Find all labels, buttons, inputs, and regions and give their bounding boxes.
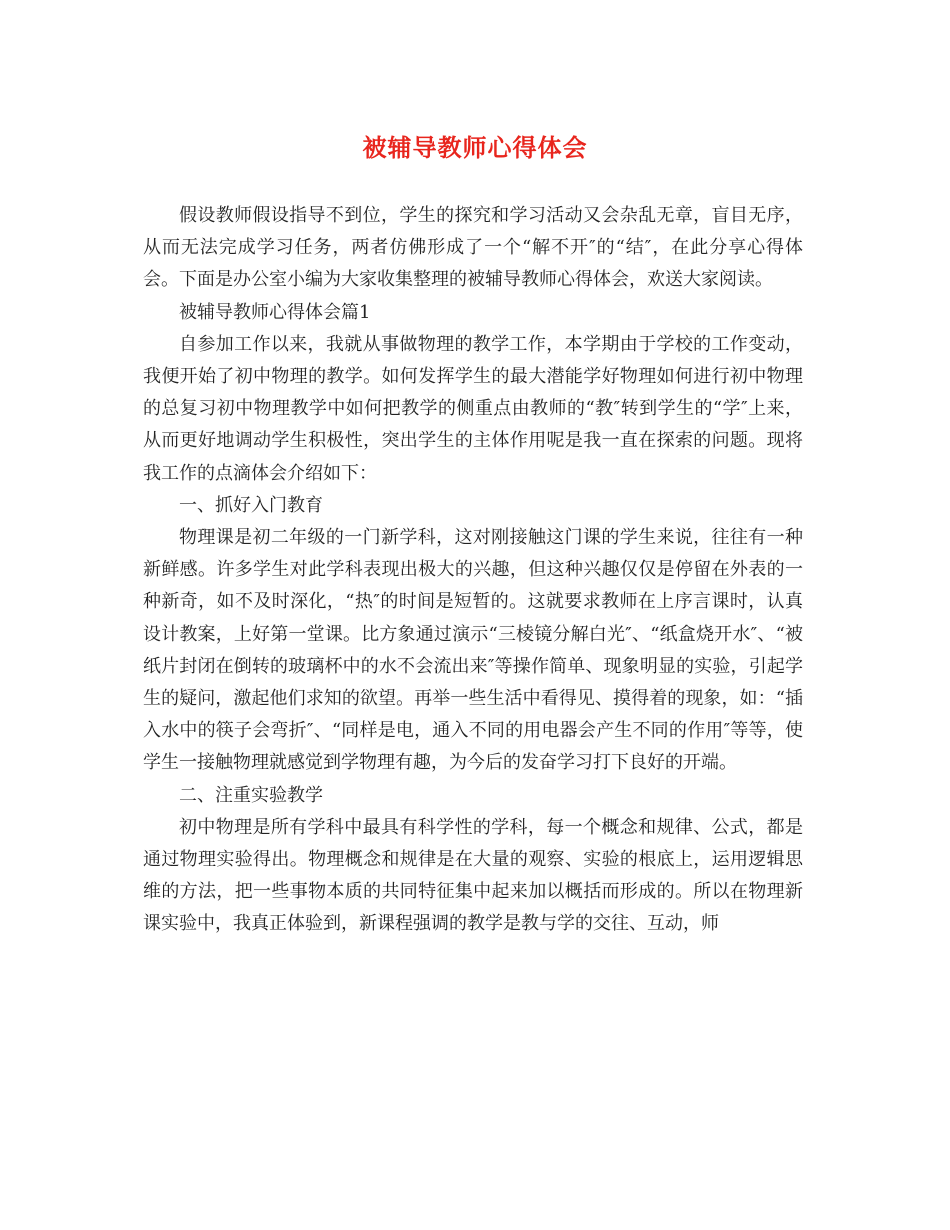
- body-paragraph: 物理课是初二年级的一门新学科，这对刚接触这门课的学生来说，往往有一种新鲜感。许多学生对此学科表现出极大的兴趣，但这种兴趣仅仅是停留在外表的一种新奇，如不及时深化，“热″的时间是短暂的。这就要求教师在上序言课时，认真设计教案，上好第一堂课。比方象通过演示“三棱镜分解白光″、“纸盒烧开水″、“被纸片封闭在倒转的玻璃杯中的水不会流出来″等操作简单、现象明显的实验，引起学生的疑问，激起他们求知的欲望。再举一些生活中看得见、摸得着的现象，如：“插入水中的筷子会弯折″、“同样是电，通入不同的用电器会产生不同的作用″等等，使学生一接触物理就感觉到学物理有趣，为今后的发奋学习打下良好的开端。: [143, 527, 803, 774]
- section-heading-1: 一、抓好入门教育: [179, 494, 323, 516]
- section-heading-2: 二、注重实验教学: [179, 784, 323, 806]
- body-paragraph: 自参加工作以来，我就从事做物理的教学工作，本学期由于学校的工作变动，我便开始了初中物理的教学。如何发挥学生的最大潜能学好物理如何进行初中物理的总复习初中物理教学中如何把教学的侧重点由教师的“教″转到学生的“学″上来，从而更好地调动学生积极性，突出学生的主体作用呢是我一直在探索的问题。现将我工作的点滴体会介绍如下：: [143, 333, 803, 484]
- document-title: 被辅导教师心得体会: [362, 133, 588, 162]
- document-body: [143, 200, 803, 941]
- body-paragraph: 初中物理是所有学科中最具有科学性的学科，每一个概念和规律、公式，都是通过物理实验得出。物理概念和规律是在大量的观察、实验的根底上，运用逻辑思维的方法，把一些事物本质的共同特征集中起来加以概括而形成的。所以在物理新课实验中，我真正体验到，新课程强调的教学是教与学的交往、互动，师: [143, 816, 803, 935]
- section-heading-part1: 被辅导教师心得体会篇1: [179, 301, 371, 323]
- intro-paragraph: 假设教师假设指导不到位，学生的探究和学习活动又会杂乱无章，盲目无序，从而无法完成学习任务，两者仿佛形成了一个“解不开″的“结″，在此分享心得体会。下面是办公室小编为大家收集整理的被辅导教师心得体会，欢送大家阅读。: [143, 205, 803, 291]
